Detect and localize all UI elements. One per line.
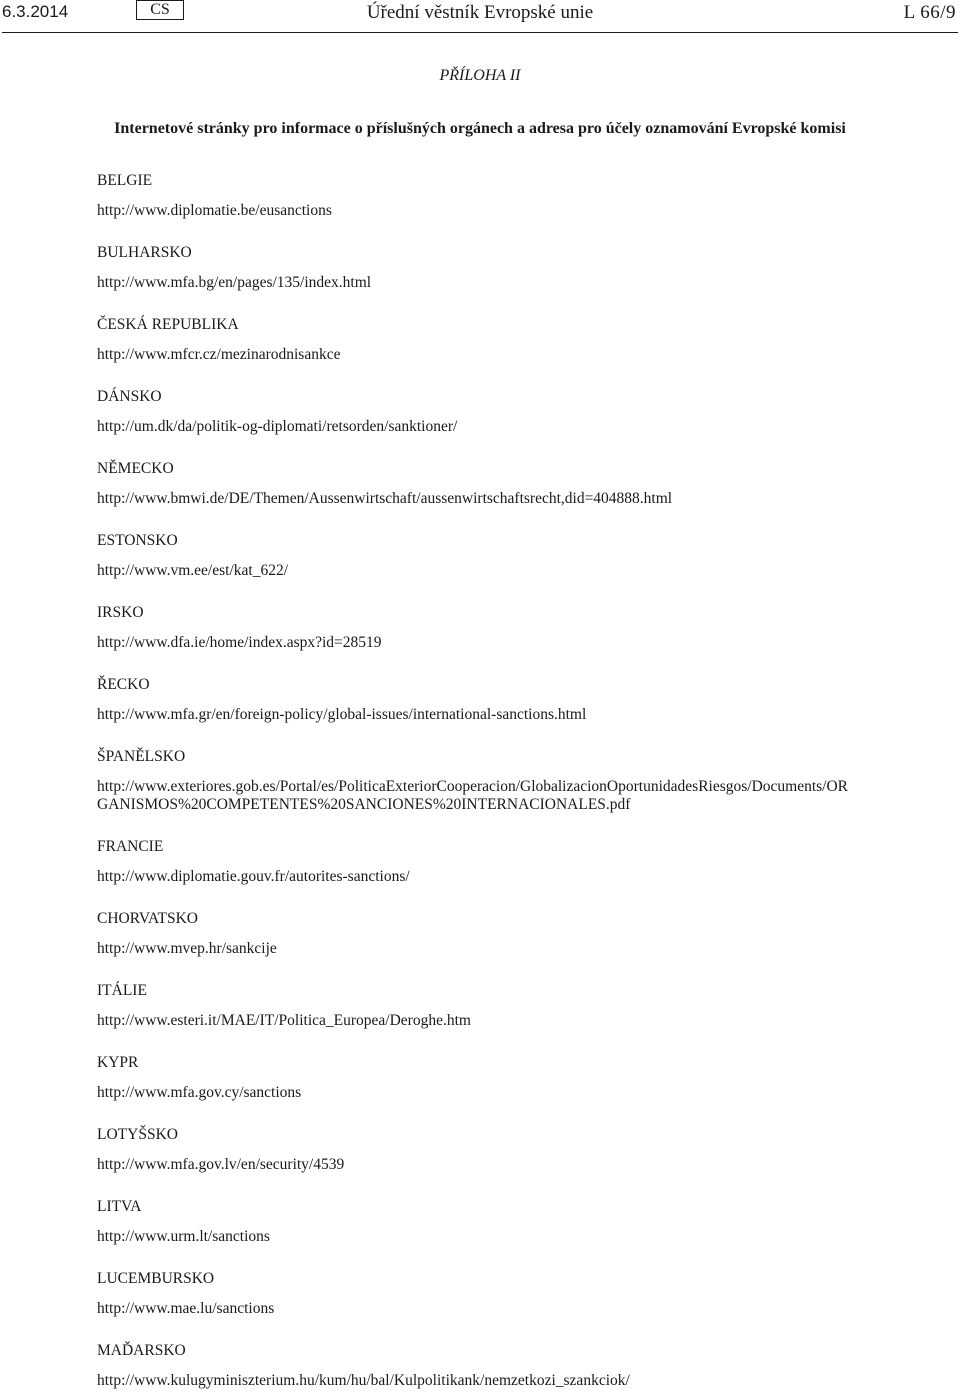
country-name: FRANCIE bbox=[97, 838, 164, 855]
country-name: BELGIE bbox=[97, 172, 153, 189]
document-title: Internetové stránky pro informace o příslušných orgánech a adresa pro účely oznamování Evropské komisi bbox=[114, 120, 846, 137]
entry-spanelsko bbox=[97, 748, 857, 814]
country-name: LUCEMBURSKO bbox=[97, 1270, 215, 1287]
entry-litva bbox=[97, 1198, 857, 1246]
entry-irsko bbox=[97, 604, 857, 652]
entry-bulharsko bbox=[97, 244, 857, 292]
language-code-box: CS bbox=[136, 0, 184, 20]
country-name: ITÁLIE bbox=[97, 982, 147, 999]
country-name: KYPR bbox=[97, 1054, 139, 1071]
country-url[interactable]: http://www.mvep.hr/sankcije bbox=[97, 940, 277, 957]
country-url[interactable]: http://www.dfa.ie/home/index.aspx?id=28519 bbox=[97, 634, 382, 651]
country-name: ŠPANĚLSKO bbox=[97, 748, 186, 765]
country-url[interactable]: http://www.mfa.gov.cy/sanctions bbox=[97, 1084, 302, 1101]
country-url[interactable]: http://www.bmwi.de/DE/Themen/Aussenwirtschaft/aussenwirtschaftsrecht,did=404888.html bbox=[97, 490, 673, 507]
country-name: ŘECKO bbox=[97, 676, 150, 693]
country-url[interactable]: http://www.mfcr.cz/mezinarodnisankce bbox=[97, 346, 341, 363]
country-url[interactable]: http://www.diplomatie.gouv.fr/autorites-sanctions/ bbox=[97, 868, 410, 885]
header-rule bbox=[2, 32, 958, 33]
country-name: CHORVATSKO bbox=[97, 910, 198, 927]
country-url[interactable]: http://www.diplomatie.be/eusanctions bbox=[97, 202, 332, 219]
country-url[interactable]: http://www.mfa.gov.lv/en/security/4539 bbox=[97, 1156, 345, 1173]
annex-label: PŘÍLOHA II bbox=[439, 67, 521, 84]
country-name: ČESKÁ REPUBLIKA bbox=[97, 316, 239, 333]
page-reference: L 66/9 bbox=[903, 2, 956, 23]
entry-nemecko bbox=[97, 460, 857, 508]
entry-lotyssko bbox=[97, 1126, 857, 1174]
country-name: LITVA bbox=[97, 1198, 142, 1215]
country-url[interactable]: http://www.urm.lt/sanctions bbox=[97, 1228, 270, 1245]
country-name: NĚMECKO bbox=[97, 460, 174, 477]
entry-dansko bbox=[97, 388, 857, 436]
entry-ceska-republika bbox=[97, 316, 857, 364]
page-header bbox=[0, 0, 960, 34]
publication-date: 6.3.2014 bbox=[2, 2, 69, 21]
entry-belgie bbox=[97, 172, 857, 220]
country-url[interactable]: http://www.mfa.gr/en/foreign-policy/global-issues/international-sanctions.html bbox=[97, 706, 587, 723]
country-url[interactable]: http://www.vm.ee/est/kat_622/ bbox=[97, 562, 288, 579]
country-url[interactable]: http://www.mae.lu/sanctions bbox=[97, 1300, 275, 1317]
country-name: DÁNSKO bbox=[97, 388, 162, 405]
country-url[interactable]: http://um.dk/da/politik-og-diplomati/retsorden/sanktioner/ bbox=[97, 418, 458, 435]
entry-madarsko bbox=[97, 1342, 857, 1390]
entry-estonsko bbox=[97, 532, 857, 580]
country-name: ESTONSKO bbox=[97, 532, 178, 549]
country-name: IRSKO bbox=[97, 604, 144, 621]
entry-recko bbox=[97, 676, 857, 724]
country-name: MAĎARSKO bbox=[97, 1342, 186, 1359]
entry-francie bbox=[97, 838, 857, 886]
entry-kypr bbox=[97, 1054, 857, 1102]
country-name: LOTYŠSKO bbox=[97, 1126, 178, 1143]
country-url[interactable]: http://www.kulugyminiszterium.hu/kum/hu/bal/Kulpolitikank/nemzetkozi_szankciok/ bbox=[97, 1372, 630, 1389]
entry-italie bbox=[97, 982, 857, 1030]
country-url[interactable]: http://www.mfa.bg/en/pages/135/index.html bbox=[97, 274, 372, 291]
entry-chorvatsko bbox=[97, 910, 857, 958]
country-url[interactable]: http://www.exteriores.gob.es/Portal/es/PoliticaExteriorCooperacion/GlobalizacionOportunidadesRiesgos/Documents/ORGANISMOS%20COMPETENTES%20SANCIONES%20INTERNACIONALES.pdf bbox=[97, 778, 849, 813]
entry-lucembursko bbox=[97, 1270, 857, 1318]
country-url[interactable]: http://www.esteri.it/MAE/IT/Politica_Europea/Deroghe.htm bbox=[97, 1012, 471, 1029]
country-name: BULHARSKO bbox=[97, 244, 192, 261]
journal-title: Úřední věstník Evropské unie bbox=[366, 2, 594, 23]
